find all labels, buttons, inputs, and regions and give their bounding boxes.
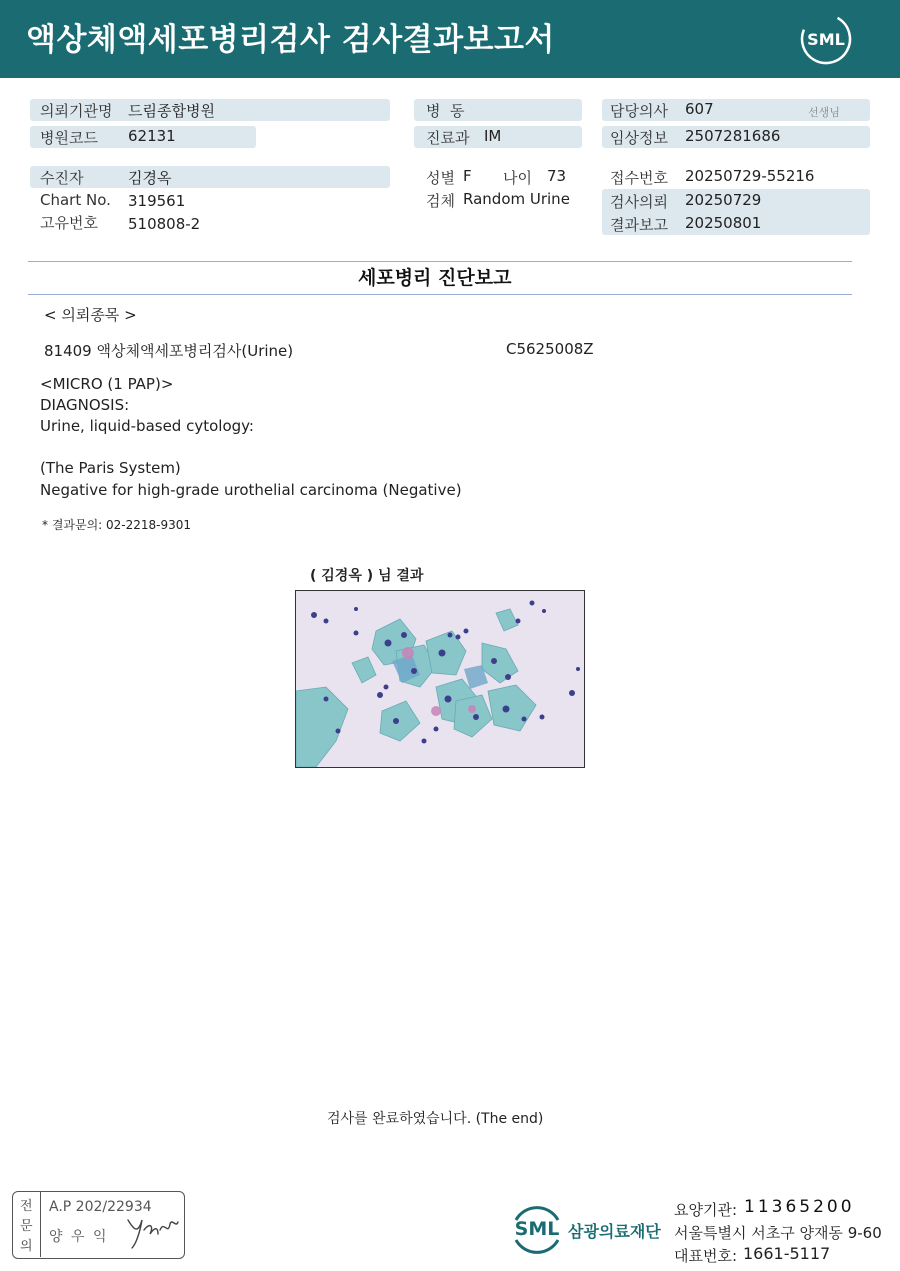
svg-text:SML: SML	[514, 1218, 560, 1240]
doctor-label: 담당의사	[610, 102, 668, 120]
chart-label: Chart No.	[40, 191, 111, 209]
request-item-code: C5625008Z	[506, 340, 594, 358]
org-address: 서울특별시 서초구 양재동 9-60	[674, 1224, 882, 1242]
receipt-label: 접수번호	[610, 169, 668, 187]
stamp-license: A.P 202/22934	[49, 1199, 152, 1215]
institution-value: 드림종합병원	[128, 102, 215, 120]
specimen-label: 검체	[426, 192, 455, 210]
unique-value: 510808-2	[128, 215, 201, 233]
clinical-value: 2507281686	[685, 127, 781, 145]
system-line: (The Paris System)	[40, 459, 181, 477]
receipt-value: 20250729-55216	[685, 167, 815, 185]
specimen-value: Random Urine	[463, 190, 570, 208]
result-line: Negative for high-grade urothelial carcinoma (Negative)	[40, 481, 462, 499]
signature-image	[124, 1206, 182, 1252]
svg-text:SML: SML	[807, 30, 845, 49]
institution-code-label: 요양기관:	[674, 1201, 738, 1219]
chart-value: 319561	[128, 192, 186, 210]
report-title: 액상체액세포병리검사 검사결과보고서	[26, 22, 555, 58]
request-label: 검사의뢰	[610, 193, 668, 211]
divider-bottom	[28, 294, 852, 295]
divider-top	[28, 261, 852, 262]
doctor-suffix: 선생님	[808, 106, 840, 119]
micro-line: <MICRO (1 PAP)>	[40, 375, 174, 393]
diagnosis-line: DIAGNOSIS:	[40, 396, 130, 414]
cytology-image	[295, 590, 585, 768]
institution-label: 의뢰기관명	[40, 102, 113, 120]
org-name: 삼광의료재단	[568, 1222, 661, 1241]
sml-logo	[798, 11, 854, 67]
phone-value: 1661-5117	[743, 1244, 831, 1263]
request-item: 81409 액상체액세포병리검사(Urine)	[44, 342, 294, 360]
institution-code-value: 11365200	[744, 1197, 855, 1217]
sex-value: F	[463, 167, 472, 185]
dept-value: IM	[484, 127, 502, 145]
stamp-side-char-2: 문	[20, 1219, 33, 1234]
ward-label: 병 동	[426, 102, 465, 120]
sex-label: 성별	[426, 169, 455, 187]
request-value: 20250729	[685, 191, 762, 209]
stamp-side-char-1: 전	[20, 1199, 33, 1214]
report-date-value: 20250801	[685, 214, 762, 232]
stamp-side-char-3: 의	[20, 1239, 33, 1254]
report-date-label: 결과보고	[610, 216, 668, 234]
patient-label: 수진자	[40, 169, 84, 187]
unique-label: 고유번호	[40, 214, 98, 232]
age-label: 나이	[503, 169, 532, 187]
patient-value: 김경옥	[128, 169, 172, 187]
sml-footer-logo	[508, 1200, 566, 1256]
hospital-code-label: 병원코드	[40, 129, 98, 147]
doctor-value: 607	[685, 100, 714, 118]
request-items-label: < 의뢰종목 >	[44, 306, 137, 324]
patient-row	[30, 166, 390, 188]
hospital-code-value: 62131	[128, 127, 176, 145]
dept-label: 진료과	[426, 129, 470, 147]
end-text: 검사를 완료하였습니다. (The end)	[327, 1111, 544, 1127]
clinical-label: 임상정보	[610, 129, 668, 147]
specimen-line: Urine, liquid-based cytology:	[40, 417, 254, 435]
image-caption: ( 김경옥 ) 님 결과	[310, 568, 424, 584]
phone-label: 대표번호:	[674, 1247, 738, 1265]
stamp-name: 양 우 익	[49, 1229, 109, 1245]
inquiry-note: * 결과문의: 02-2218-9301	[42, 518, 192, 532]
age-value: 73	[547, 167, 567, 185]
section-title: 세포병리 진단보고	[358, 267, 512, 289]
